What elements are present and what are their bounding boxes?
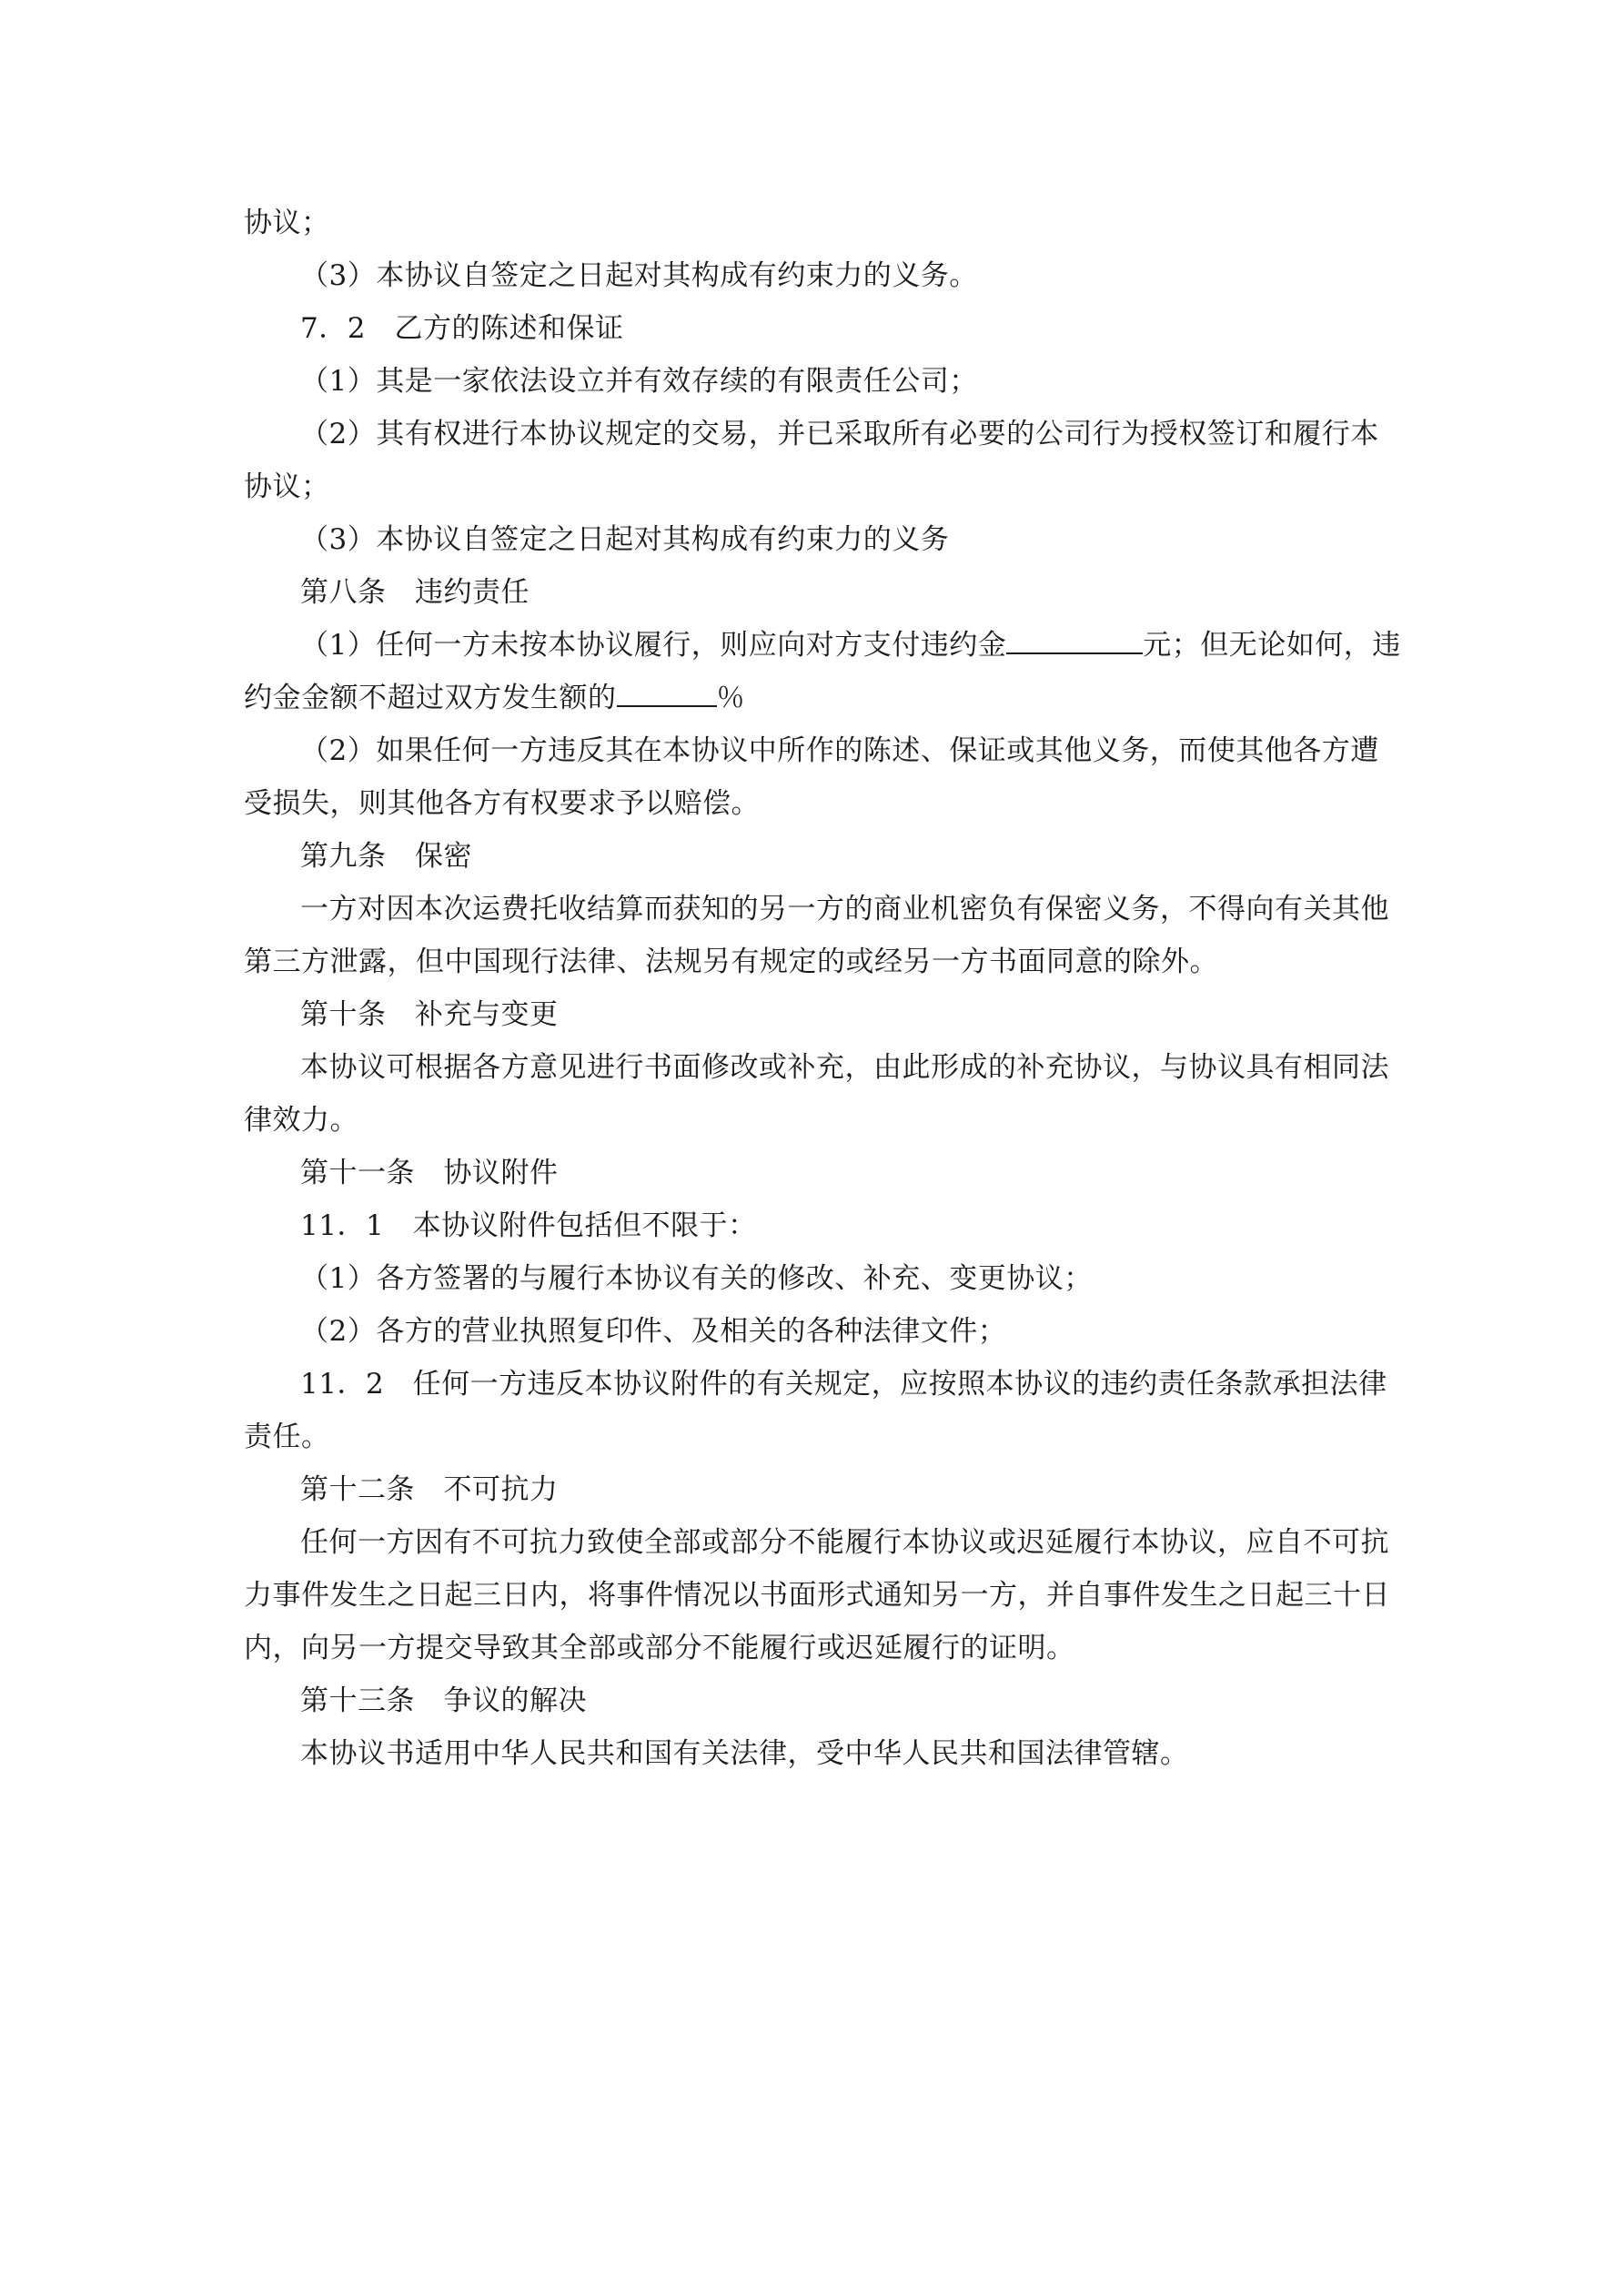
text-line: （2）各方的营业执照复印件、及相关的各种法律文件； xyxy=(300,1315,1007,1348)
text-line: 任何一方因有不可抗力致使全部或部分不能履行本协议或迟延履行本协议，应自不可抗 xyxy=(300,1526,1389,1559)
text-line: 第九条 保密 xyxy=(300,840,472,873)
text-line: 第三方泄露，但中国现行法律、法规另有规定的或经另一方书面同意的除外。 xyxy=(244,946,1218,978)
text-line: （2）其有权进行本协议规定的交易，并已采取所有必要的公司行为授权签订和履行本 xyxy=(300,418,1379,450)
text-line: 第十一条 协议附件 xyxy=(300,1157,559,1189)
text-line: 本协议可根据各方意见进行书面修改或补充，由此形成的补充协议，与协议具有相同法 xyxy=(300,1051,1389,1084)
text-line: 力事件发生之日起三日内，将事件情况以书面形式通知另一方，并自事件发生之日起三十日 xyxy=(244,1579,1390,1612)
text-line: 11．2 任何一方违反本协议附件的有关规定，应按照本协议的违约责任条款承担法律 xyxy=(300,1368,1387,1401)
text-line: 责任。 xyxy=(244,1421,330,1453)
text-line: （3）本协议自签定之日起对其构成有约束力的义务 xyxy=(300,523,950,556)
fill-in-blank xyxy=(1006,622,1143,654)
text-line: 7．2 乙方的陈述和保证 xyxy=(300,312,624,345)
text-line: （2）如果任何一方违反其在本协议中所作的陈述、保证或其他义务，而使其他各方遭 xyxy=(300,734,1379,767)
text-line: 第八条 违约责任 xyxy=(300,576,530,609)
text-segment: 元；但无论如何，违 xyxy=(1143,629,1401,662)
text-line: 协议； xyxy=(244,207,330,239)
document-page xyxy=(244,197,1401,1780)
text-line: 第十二条 不可抗力 xyxy=(300,1473,559,1506)
text-line xyxy=(244,619,1401,672)
text-line: （1）各方签署的与履行本协议有关的修改、补充、变更协议； xyxy=(300,1262,1093,1295)
fill-in-blank xyxy=(617,674,717,707)
text-line: 内，向另一方提交导致其全部或部分不能履行或迟延履行的证明。 xyxy=(244,1632,1075,1664)
text-line: 受损失，则其他各方有权要求予以赔偿。 xyxy=(244,787,760,820)
text-line: 本协议书适用中华人民共和国有关法律，受中华人民共和国法律管辖。 xyxy=(300,1737,1189,1770)
text-line: （1）其是一家依法设立并有效存续的有限责任公司； xyxy=(300,365,978,398)
text-segment: ％ xyxy=(716,682,745,714)
text-line: 11．1 本协议附件包括但不限于： xyxy=(300,1209,757,1242)
text-line: 一方对因本次运费托收结算而获知的另一方的商业机密负有保密义务，不得向有关其他 xyxy=(300,893,1389,925)
text-line: 律效力。 xyxy=(244,1104,358,1137)
text-line: （3）本协议自签定之日起对其构成有约束力的义务。 xyxy=(300,259,978,292)
text-line: 第十三条 争议的解决 xyxy=(300,1684,587,1717)
text-line: 协议； xyxy=(244,470,330,503)
text-line xyxy=(244,672,1390,724)
text-segment: 约金金额不超过双方发生额的 xyxy=(244,682,617,714)
text-segment: （1）任何一方未按本协议履行，则应向对方支付违约金 xyxy=(300,629,1007,662)
text-line: 第十条 补充与变更 xyxy=(300,998,559,1031)
